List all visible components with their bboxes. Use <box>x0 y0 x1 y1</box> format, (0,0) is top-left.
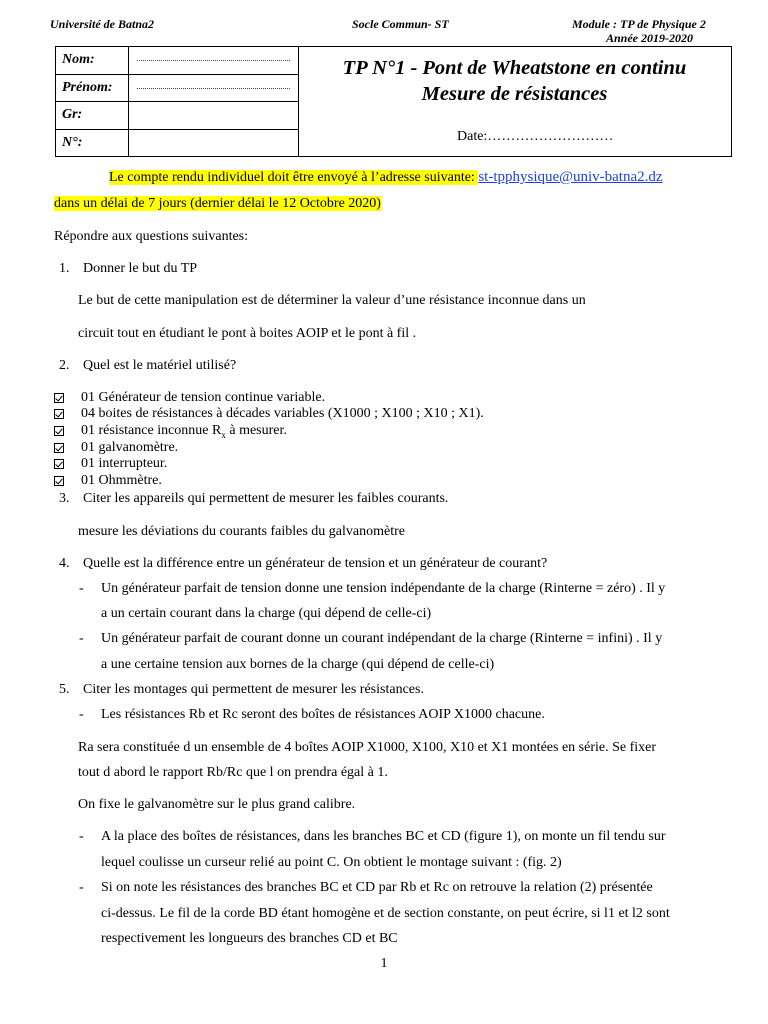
q5-bullet2-line2: lequel coulisse un curseur relié au point C. On obtient le montage suivant : (fig. 2) <box>101 855 562 870</box>
bullet-dash: - <box>79 707 84 722</box>
title-subtitle: Mesure de résistances <box>421 83 608 105</box>
q3-number: 3. <box>59 491 70 506</box>
q5-question: Citer les montages qui permettent de mesurer les résistances. <box>83 682 424 697</box>
title-box <box>298 46 732 157</box>
q5-para2: On fixe le galvanomètre sur le plus grand calibre. <box>78 797 356 812</box>
q3-question: Citer les appareils qui permettent de mesurer les faibles courants. <box>83 491 449 506</box>
q5-para1-line1: Ra sera constituée d un ensemble de 4 boîtes AOIP X1000, X100, X10 et X1 montées en série. Se fixer <box>78 740 657 755</box>
q1-answer-line1: Le but de cette manipulation est de déterminer la valeur d’une résistance inconnue dans un <box>78 293 586 308</box>
q2-question: Quel est le matériel utilisé? <box>83 358 237 373</box>
checked-box-icon <box>54 409 64 419</box>
q5-bullet3-line3: respectivement les longueurs des branches CD et BC <box>101 931 398 946</box>
email-link[interactable]: st-tpphysique@univ-batna2.dz <box>478 169 663 185</box>
q1-question: Donner le but du TP <box>83 261 198 276</box>
header-module: Module : TP de Physique 2 <box>572 17 706 31</box>
q4-bullet1-line1: Un générateur parfait de tension donne une tension indépendante de la charge (Rinterne = zéro) . Il y <box>101 581 666 596</box>
q5-bullet2-line1: A la place des boîtes de résistances, dans les branches BC et CD (figure 1), on monte un fil tendu sur <box>101 829 666 844</box>
q5-bullet3-line2: ci-dessus. Le fil de la corde BD étant homogène et de section constante, on peut écrire, si l1 et l2 sont <box>101 906 670 921</box>
rx-tail: à mesurer. <box>225 423 287 438</box>
number-label: N°: <box>56 129 129 157</box>
checked-box-icon <box>54 393 64 403</box>
q1-answer-line2: circuit tout en étudiant le pont à boites AOIP et le pont à fil . <box>78 326 417 341</box>
identification-table <box>55 46 299 157</box>
header-program: Socle Commun- ST <box>352 17 449 31</box>
checked-box-icon <box>54 476 64 486</box>
header-year: Année 2019-2020 <box>606 31 693 45</box>
checked-box-icon <box>54 426 64 436</box>
q4-bullet2-line1: Un générateur parfait de courant donne un courant indépendant de la charge (Rinterne = infini) . Il y <box>101 631 663 646</box>
deadline-line <box>54 195 381 212</box>
header-university: Université de Batna2 <box>50 17 154 31</box>
bullet-dash: - <box>79 631 84 646</box>
group-label: Gr: <box>56 102 129 130</box>
material-item-label: 01 interrupteur. <box>81 456 168 471</box>
checked-box-icon <box>54 459 64 469</box>
q5-bullet3-line1: Si on note les résistances des branches BC et CD par Rb et Rc on retrouve la relation (2) présentée <box>101 880 653 895</box>
rx-text: 01 résistance inconnue R <box>81 423 222 438</box>
material-item-label: 01 galvanomètre. <box>81 440 179 455</box>
material-item-label: 01 Générateur de tension continue variable. <box>81 390 326 405</box>
group-field[interactable] <box>129 102 299 130</box>
bullet-dash: - <box>79 829 84 844</box>
bullet-dash: - <box>79 880 84 895</box>
q4-bullet2-line2: a une certaine tension aux bornes de la charge (qui dépend de celle-ci) <box>101 657 495 672</box>
notice-line <box>109 169 663 186</box>
prenom-label: Prénom: <box>56 74 129 102</box>
dotted-line <box>137 60 290 61</box>
q5-bullet1: Les résistances Rb et Rc seront des boîtes de résistances AOIP X1000 chacune. <box>101 707 545 722</box>
nom-label: Nom: <box>56 47 129 75</box>
rx-subscript: x <box>221 429 226 440</box>
material-item-label: 04 boites de résistances à décades variables (X1000 ; X100 ; X10 ; X1). <box>81 406 484 421</box>
deadline-text: dans un délai de 7 jours (dernier délai le 12 Octobre 2020) <box>54 196 381 211</box>
bullet-dash: - <box>79 581 84 596</box>
intro-text: Répondre aux questions suivantes: <box>54 229 249 244</box>
q3-answer: mesure les déviations du courants faibles du galvanomètre <box>78 524 405 539</box>
notice-text: Le compte rendu individuel doit être envoyé à l’adresse suivante: <box>109 170 479 185</box>
q2-number: 2. <box>59 358 70 373</box>
date-field: Date:……………………… <box>457 129 614 144</box>
material-item-label: 01 Ohmmètre. <box>81 473 162 488</box>
q1-number: 1. <box>59 261 70 276</box>
prenom-field[interactable] <box>129 74 299 102</box>
checked-box-icon <box>54 443 64 453</box>
nom-field[interactable] <box>129 47 299 75</box>
title-main: TP N°1 - Pont de Wheatstone en continu <box>342 57 687 79</box>
q4-bullet1-line2: a un certain courant dans la charge (qui dépend de celle-ci) <box>101 606 432 621</box>
q5-number: 5. <box>59 682 70 697</box>
q4-question: Quelle est la différence entre un générateur de tension et un générateur de courant? <box>83 556 548 571</box>
dotted-line <box>137 88 290 89</box>
number-field[interactable] <box>129 129 299 157</box>
q5-para1-line2: tout d abord le rapport Rb/Rc que l on prendra égal à 1. <box>78 765 388 780</box>
q4-number: 4. <box>59 556 70 571</box>
page-number: 1 <box>380 956 388 971</box>
